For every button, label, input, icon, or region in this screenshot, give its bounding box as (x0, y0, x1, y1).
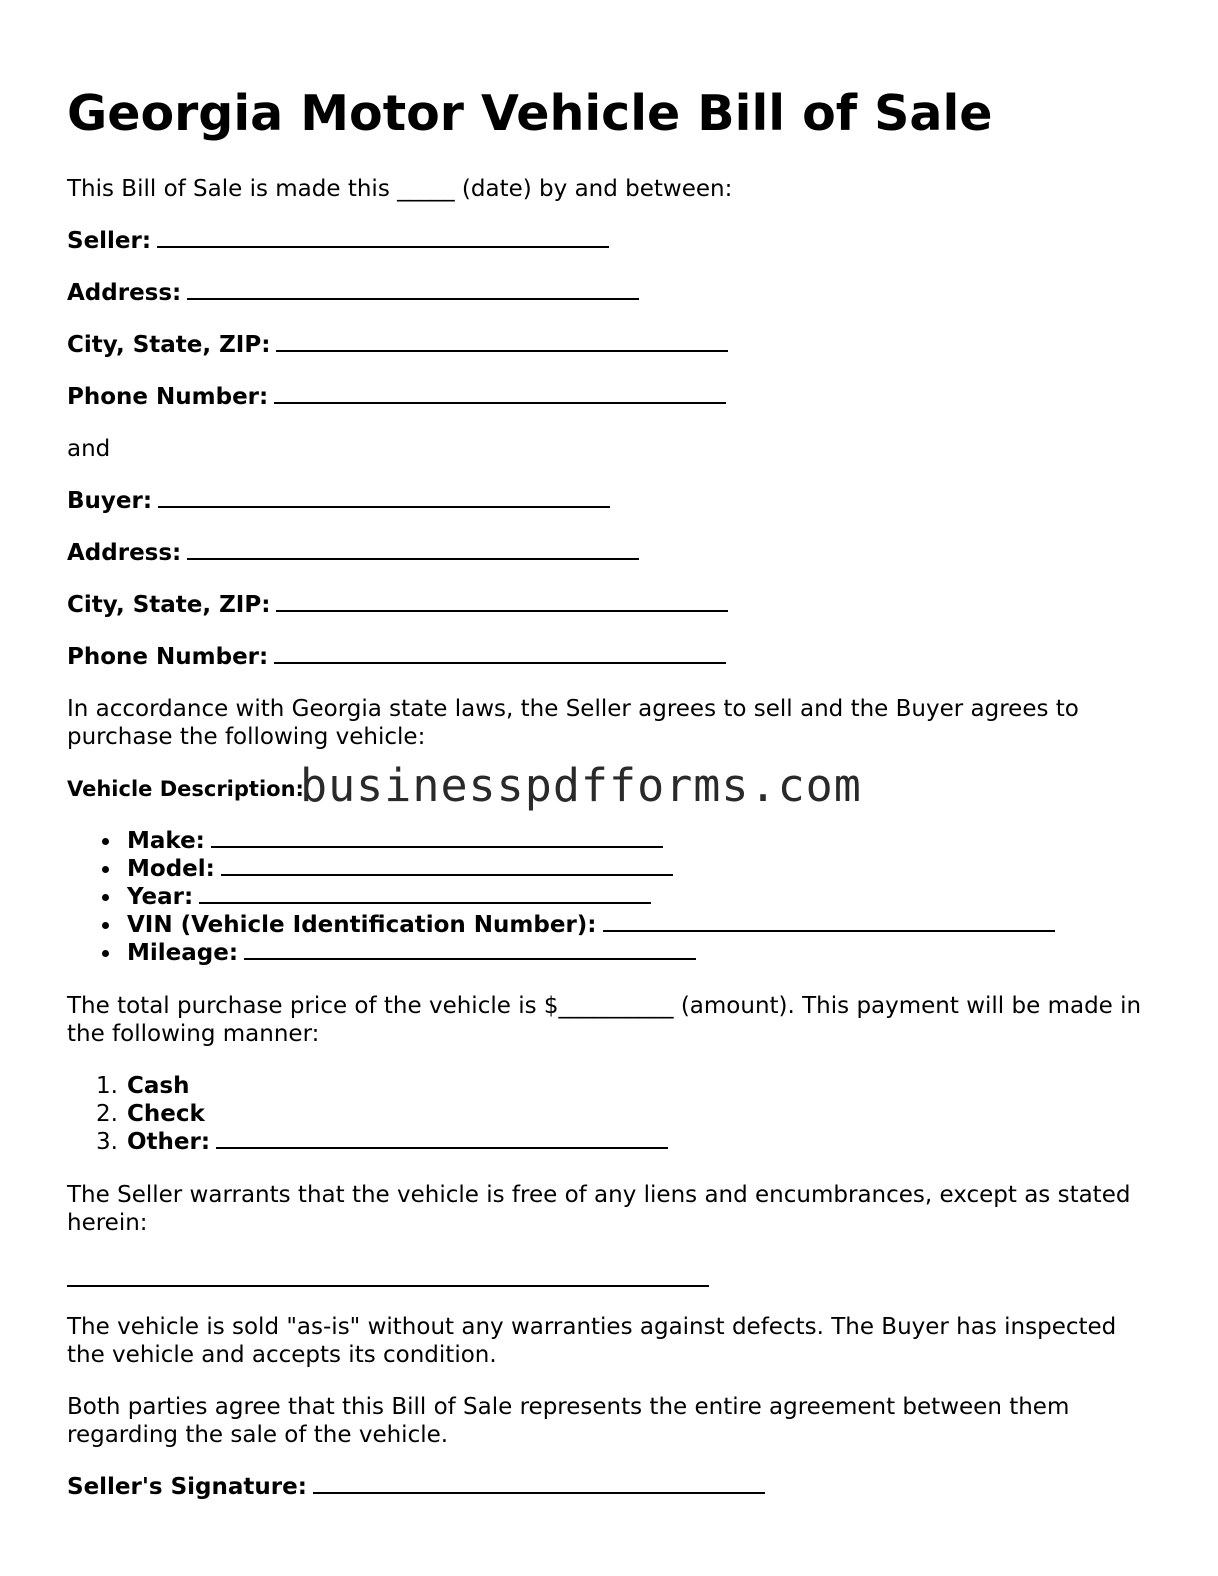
buyer-address-label: Address: (67, 540, 182, 566)
buyer-name-row (67, 487, 610, 515)
buyer-phone-label: Phone Number: (67, 644, 269, 670)
buyer-name-label: Buyer: (67, 488, 153, 514)
seller-name-label: Seller: (67, 228, 152, 254)
seller-city-field[interactable] (276, 332, 728, 352)
entire-agreement-paragraph: Both parties agree that this Bill of Sale represents the entire agreement between them regarding the sale of the vehicle. (67, 1394, 1070, 1448)
list-item-mileage (67, 939, 1055, 967)
seller-name-row (67, 227, 609, 255)
buyer-address-field[interactable] (187, 540, 639, 560)
vin-field[interactable] (603, 912, 1055, 932)
vehicle-details-list (67, 827, 1055, 967)
buyer-city-field[interactable] (276, 592, 728, 612)
model-field[interactable] (221, 856, 673, 876)
liens-paragraph: The Seller warrants that the vehicle is free of any liens and encumbrances, except as stated herein: (67, 1182, 1131, 1236)
mileage-label: Mileage: (127, 940, 239, 966)
seller-phone-field[interactable] (274, 384, 726, 404)
other-payment-field[interactable] (216, 1129, 668, 1149)
and-text: and (67, 436, 111, 462)
make-label: Make: (127, 828, 205, 854)
bullet-icon (102, 838, 109, 845)
other-label: Other: (127, 1129, 211, 1155)
seller-address-label: Address: (67, 280, 182, 306)
seller-signature-label: Seller's Signature: (67, 1474, 307, 1500)
bullet-icon (102, 950, 109, 957)
buyer-phone-field[interactable] (274, 644, 726, 664)
seller-address-row (67, 279, 639, 307)
seller-signature-row (67, 1473, 765, 1501)
model-label: Model: (127, 856, 215, 882)
liens-exceptions-field[interactable] (67, 1285, 709, 1287)
buyer-phone-row (67, 643, 726, 671)
list-item-year (67, 883, 1055, 911)
seller-city-row (67, 331, 728, 359)
buyer-name-field[interactable] (158, 488, 610, 508)
list-item-model (67, 855, 1055, 883)
payment-method-list (67, 1072, 668, 1156)
agreement-paragraph: In accordance with Georgia state laws, the Seller agrees to sell and the Buyer agrees to purchase the following vehicle: (67, 696, 1079, 750)
seller-phone-row (67, 383, 726, 411)
mileage-field[interactable] (244, 940, 696, 960)
seller-city-label: City, State, ZIP: (67, 332, 271, 358)
seller-address-field[interactable] (187, 280, 639, 300)
make-field[interactable] (211, 828, 663, 848)
page-title: Georgia Motor Vehicle Bill of Sale (67, 85, 993, 142)
year-label: Year: (127, 884, 194, 910)
cash-label: Cash (127, 1073, 190, 1099)
buyer-address-row (67, 539, 639, 567)
list-item-check (67, 1100, 668, 1128)
cash-number: 1. (96, 1073, 118, 1099)
intro-text: This Bill of Sale is made this _____ (date) by and between: (67, 176, 733, 202)
other-number: 3. (96, 1129, 118, 1155)
list-item-make (67, 827, 1055, 855)
price-paragraph: The total purchase price of the vehicle is $__________ (amount). This payment will be made in the following manner: (67, 993, 1142, 1047)
seller-signature-field[interactable] (313, 1474, 765, 1494)
check-number: 2. (96, 1101, 118, 1127)
seller-phone-label: Phone Number: (67, 384, 269, 410)
vehicle-description-heading: Vehicle Description: (67, 777, 304, 801)
bullet-icon (102, 894, 109, 901)
year-field[interactable] (199, 884, 651, 904)
bullet-icon (102, 922, 109, 929)
as-is-paragraph: The vehicle is sold "as-is" without any warranties against defects. The Buyer has inspected the vehicle and accepts its condition. (67, 1314, 1117, 1368)
bullet-icon (102, 866, 109, 873)
list-item-cash (67, 1072, 668, 1100)
buyer-city-label: City, State, ZIP: (67, 592, 271, 618)
list-item-other (67, 1128, 668, 1156)
list-item-vin (67, 911, 1055, 939)
check-label: Check (127, 1101, 205, 1127)
vin-label: VIN (Vehicle Identification Number): (127, 912, 597, 938)
seller-name-field[interactable] (157, 228, 609, 248)
buyer-city-row (67, 591, 728, 619)
watermark-text: businesspdfforms.com (300, 759, 862, 812)
